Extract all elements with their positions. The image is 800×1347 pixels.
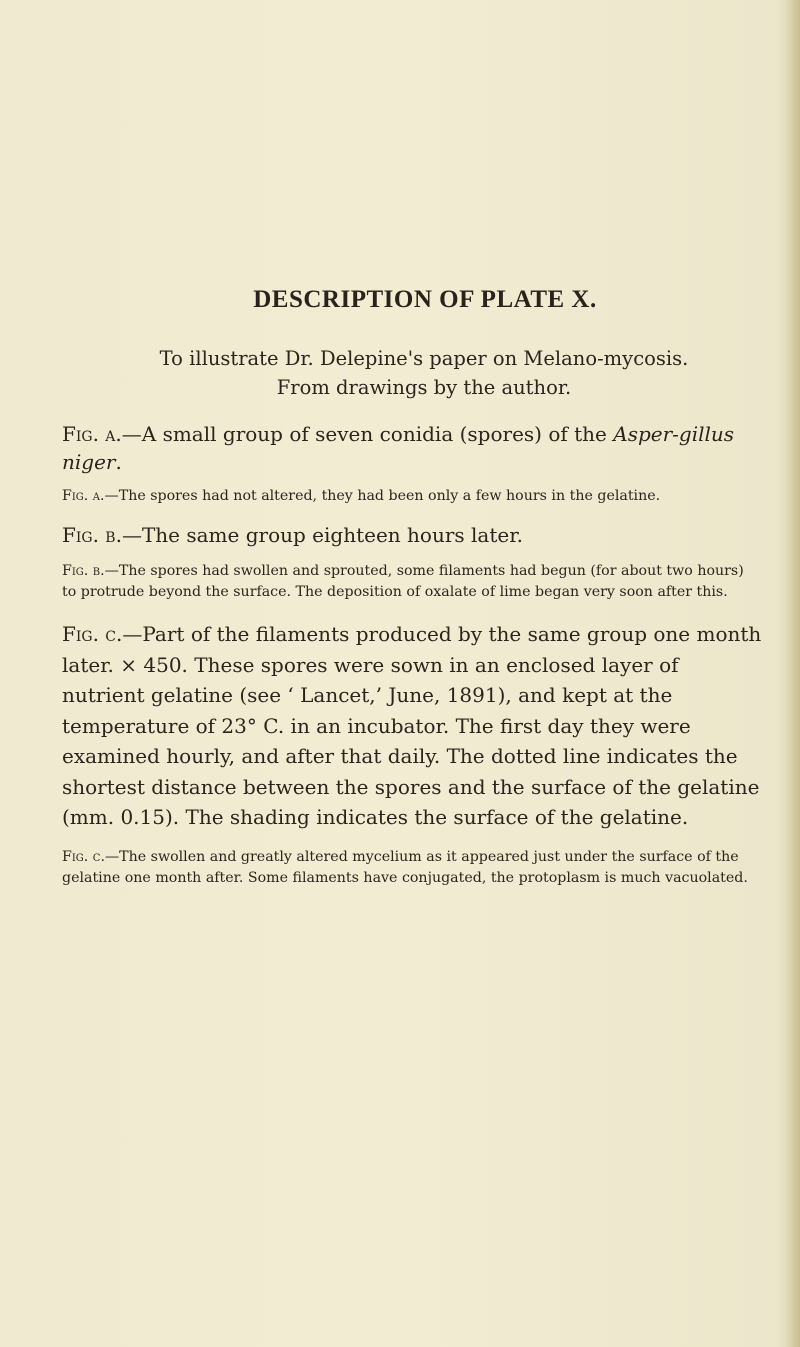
fig-a-note — [62, 486, 762, 507]
fig-a-label: Fig. a. — [62, 422, 122, 446]
fig-a-species: Asper-gillus niger — [62, 422, 735, 474]
fig-a-note-label: Fig. a. — [62, 488, 105, 504]
fig-a-note-text: —The spores had not altered, they had been only a few hours in the gelatine. — [104, 488, 661, 504]
fig-a-text: —A small group of seven conidia (spores) of the — [121, 422, 614, 446]
fig-b-note — [62, 561, 762, 603]
page-edge-shadow — [786, 0, 800, 1347]
fig-a-caption — [62, 420, 762, 476]
fig-b-note-label: Fig. b. — [62, 563, 105, 579]
fig-c-text: —Part of the filaments produced by the same group one month later. × 450. These spores were sown in an enclosed layer of nutrient gelatine (see ‘ Lancet,’ June, 1891), and kept at the temperature of 23° C. in an incubator. The first day they were examined hourly, and after that daily. The dotted line indicates the shortest distance between the spores and the surface of the gelatine (mm. 0.15). The shading indicates the surface of the gelatine. — [62, 622, 762, 829]
subtitle-drawings: From drawings by the author. — [276, 376, 572, 399]
page-title: DESCRIPTION OF PLATE X. — [253, 286, 597, 313]
fig-b-note-text: —The spores had swollen and sprouted, some filaments had begun (for about two hours) to protrude beyond the surface. The deposition of oxalate of lime began very soon after this. — [62, 563, 744, 600]
fig-b-caption — [62, 521, 762, 549]
fig-c-caption — [62, 619, 762, 833]
fig-c-label: Fig. c. — [62, 622, 123, 646]
fig-b-text: —The same group eighteen hours later. — [121, 523, 523, 547]
fig-c-note-label: Fig. c. — [62, 848, 105, 865]
fig-a-text-end: . — [115, 450, 122, 474]
fig-c-note-text: —The swollen and greatly altered mycelium as it appeared just under the surface of the gelatine one month after. Some filaments have conjugated, the protoplasm is much vacuolated. — [62, 848, 748, 886]
subtitle-illustrate: To illustrate Dr. Delepine's paper on Melano-mycosis. — [159, 347, 689, 370]
fig-c-note — [62, 847, 762, 889]
fig-b-label: Fig. b. — [62, 523, 122, 547]
plate-description — [62, 286, 762, 889]
